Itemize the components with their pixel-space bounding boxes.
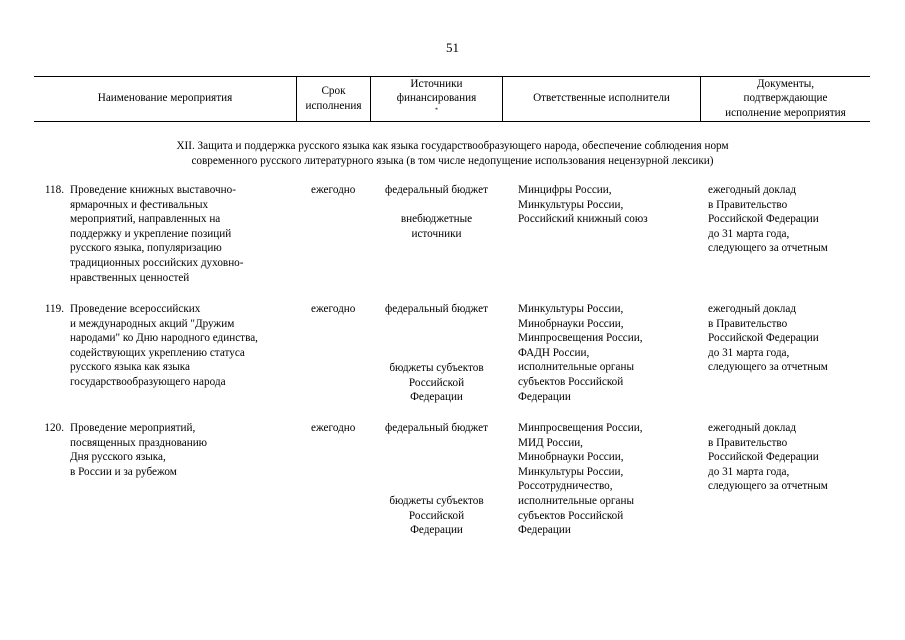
row-source: федеральный бюджет [385,184,488,196]
footnote-mark: * [434,107,438,114]
page-number: 51 [446,40,459,55]
header-documents: Документы, подтверждающие исполнение мероприятия [725,77,846,119]
row-number: 119. [44,303,64,315]
section-title: XII. Защита и поддержка русского языка как языка государствообразующего народа, обеспечение соблюдения норм современного русского литературного языка (в том числе недопущение использования нецензурной лексики) [176,140,729,167]
row-source: федеральный бюджет [385,422,488,434]
row-documents: ежегодный доклад в Правительство Российской Федерации до 31 марта года, следующего за отчетным [708,422,828,493]
row-number: 118. [44,184,64,196]
row-term: ежегодно [311,303,356,315]
row-responsible: Минкультуры России, Минобрнауки России, Минпросвещения России, ФАДН России, исполнительные органы субъектов Российской Федерации [518,303,643,403]
header-name: Наименование мероприятия [97,92,233,105]
row-name: Проведение книжных выставочно- ярмарочных и фестивальных мероприятий, направленных на поддержку и укрепление позиций русского языка, популяризацию традиционных российских духовно- нравственных ценностей [70,184,244,284]
row-name: Проведение мероприятий, посвященных празднованию Дня русского языка, в России и за рубежом [70,422,208,478]
header-bottom-rule [34,121,870,122]
row-documents: ежегодный доклад в Правительство Российской Федерации до 31 марта года, следующего за отчетным [708,184,828,255]
row-responsible: Минцифры России, Минкультуры России, Российский книжный союз [518,184,648,226]
row-term: ежегодно [311,422,356,434]
header-sources: Источники финансирования * [396,77,477,114]
row-source: бюджеты субъектов Российской Федерации [389,495,484,537]
row-source: внебюджетные источники [400,213,473,240]
row-responsible: Минпросвещения России, МИД России, Минобрнауки России, Минкультуры России, Россотрудничество, исполнительные органы субъектов Российской Федерации [518,422,643,537]
row-source: федеральный бюджет [385,303,488,315]
row-name: Проведение всероссийских и международных акций "Дружим народами" ко Дню народного единства, содействующих укреплению статуса русского языка как языка государствообразующего народа [70,303,258,388]
row-term: ежегодно [311,184,356,196]
row-documents: ежегодный доклад в Правительство Российской Федерации до 31 марта года, следующего за отчетным [708,303,828,374]
row-number: 120. [44,422,64,434]
header-responsible: Ответственные исполнители [533,92,670,105]
row-source: бюджеты субъектов Российской Федерации [389,362,484,404]
header-term: Срок исполнения [305,84,362,112]
